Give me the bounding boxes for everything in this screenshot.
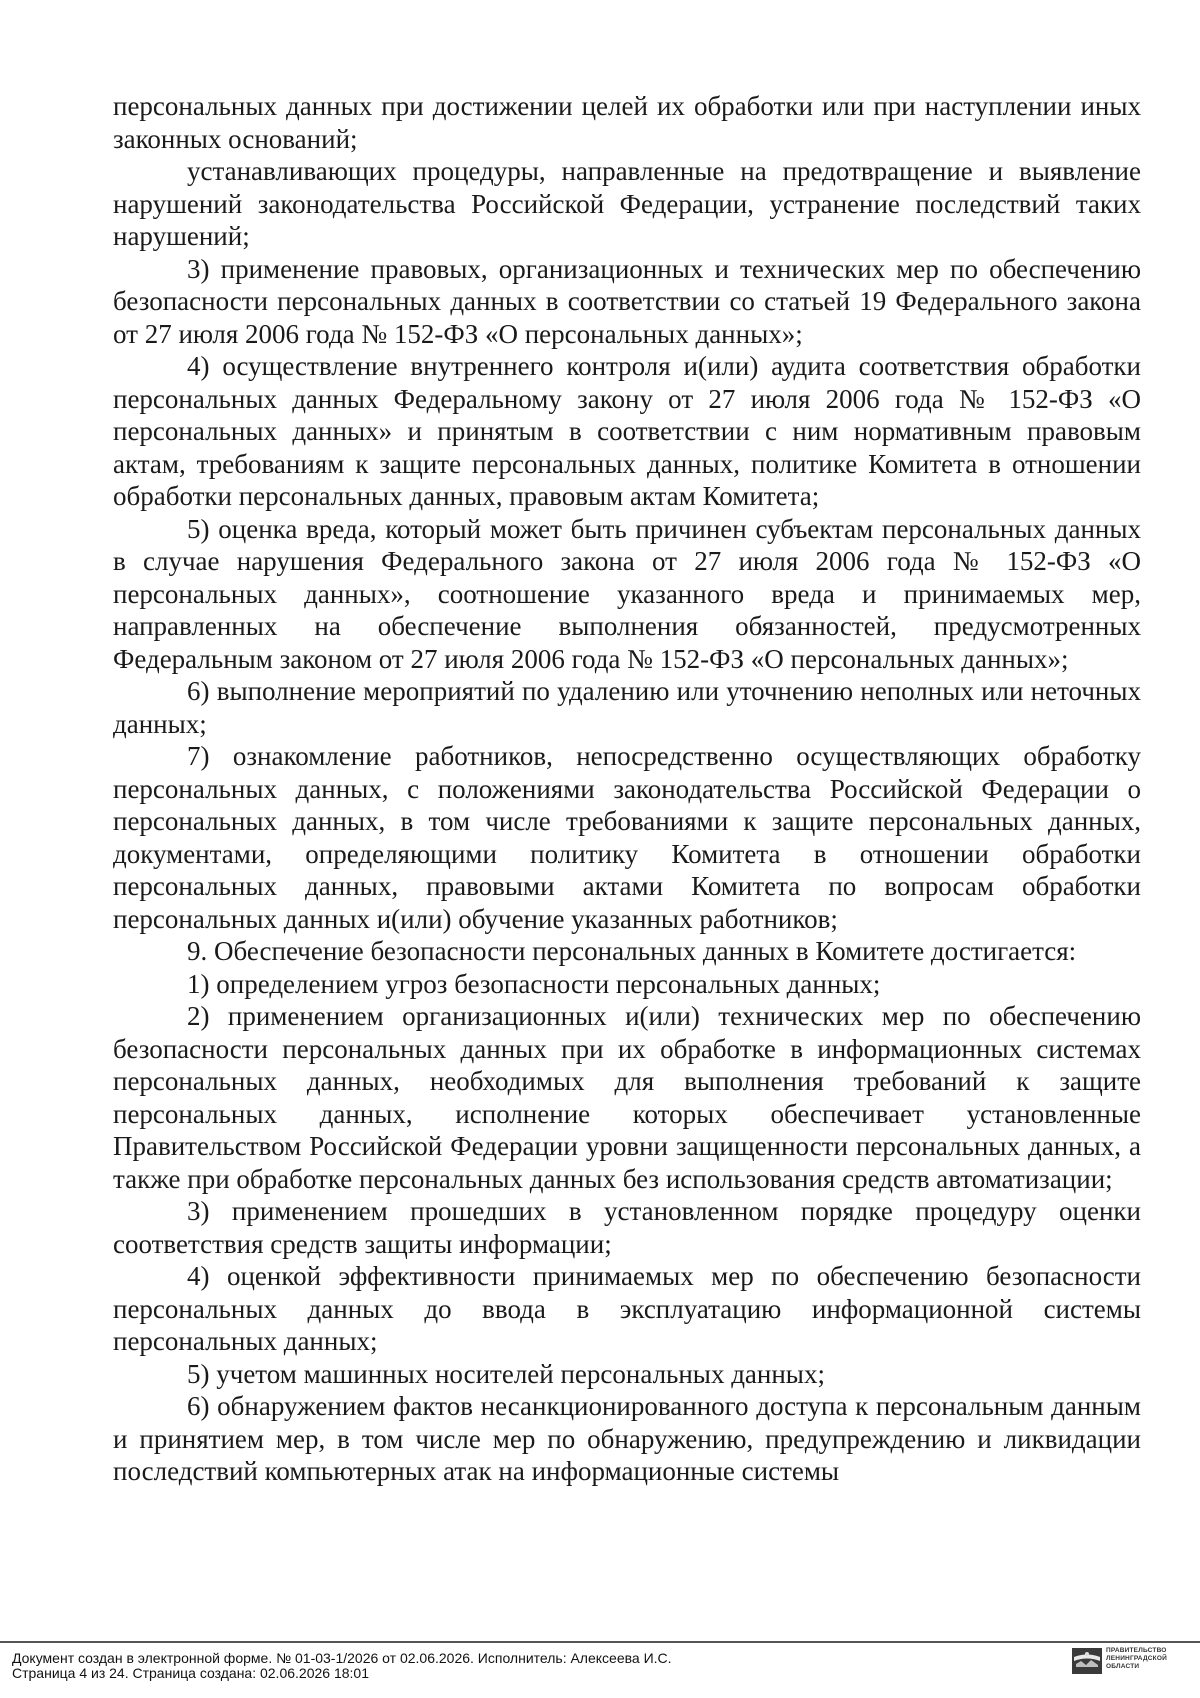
organization-name: ПРАВИТЕЛЬСТВО ЛЕНИНГРАДСКОЙ ОБЛАСТИ <box>1106 1647 1167 1670</box>
paragraph-3: 4) осуществление внутреннего контроля и(или) аудита соответствия обработки персональных данных Федеральному закону от 27 июля 2006 года № 152-ФЗ «О персональных данных» и принятым в соответствии с ним нормативным правовым актам, требованиям к защите персональных данных, политике Комитета в отношении обработки персональных данных, правовым актам Комитета; <box>113 351 1141 511</box>
paragraph-8: 1) определением угроз безопасности персональных данных; <box>187 968 881 999</box>
footer-page-info: Страница 4 из 24. Страница создана: 02.06.2026 18:01 <box>12 1665 369 1681</box>
paragraph-5: 6) выполнение мероприятий по удалению или уточнению неполных или неточных данных; <box>113 676 1141 739</box>
coat-of-arms-icon <box>1072 1648 1102 1674</box>
paragraph-1: устанавливающих процедуры, направленные на предотвращение и выявление нарушений законодательства Российской Федерации, устранение последствий таких нарушений; <box>113 156 1141 251</box>
paragraph-10: 3) применением прошедших в установленном порядке процедуру оценки соответствия средств защиты информации; <box>113 1196 1141 1259</box>
paragraph-12: 5) учетом машинных носителей персональных данных; <box>187 1358 825 1389</box>
footer-divider <box>0 1641 1200 1643</box>
document-body <box>113 90 1141 1488</box>
paragraph-13: 6) обнаружением фактов несанкционированного доступа к персональным данным и принятием мер, в том числе мер по обнаружению, предупреждению и ликвидации последствий компьютерных атак на информационные системы <box>113 1391 1141 1486</box>
organization-logo <box>1072 1646 1192 1686</box>
paragraph-2: 3) применение правовых, организационных и технических мер по обеспечению безопасности персональных данных в соответствии со статьей 19 Федерального закона от 27 июля 2006 года № 152-ФЗ «О персональных данных»; <box>113 253 1141 349</box>
paragraph-6: 7) ознакомление работников, непосредственно осуществляющих обработку персональных данных, с положениями законодательства Российской Федерации о персональных данных, в том числе требованиями к защите персональных данных, документами, определяющими политику Комитета в отношении обработки персональных данных, правовыми актами Комитета по вопросам обработки персональных данных и(или) обучение указанных работников; <box>113 741 1141 934</box>
paragraph-11: 4) оценкой эффективности принимаемых мер по обеспечению безопасности персональных данных до ввода в эксплуатацию информационной системы персональных данных; <box>113 1261 1141 1356</box>
paragraph-9: 2) применением организационных и(или) технических мер по обеспечению безопасности персональных данных при их обработке в информационных системах персональных данных, необходимых для выполнения требований к защите персональных данных, исполнение которых обеспечивает установленные Правительством Российской Федерации уровни защищенности персональных данных, а также при обработке персональных данных без использования средств автоматизации; <box>113 1001 1141 1194</box>
paragraph-4: 5) оценка вреда, который может быть причинен субъектам персональных данных в случае нарушения Федерального закона от 27 июля 2006 года № 152-ФЗ «О персональных данных», соотношение указанного вреда и принимаемых мер, направленных на обеспечение выполнения обязанностей, предусмотренных Федеральным законом от 27 июля 2006 года № 152-ФЗ «О персональных данных»; <box>113 513 1141 674</box>
paragraph-0: персональных данных при достижении целей их обработки или при наступлении иных законных оснований; <box>113 91 1141 154</box>
footer-info <box>12 1651 672 1681</box>
paragraph-7: 9. Обеспечение безопасности персональных данных в Комитете достигается: <box>187 936 1077 966</box>
footer-document-info: Документ создан в электронной форме. № 01-03-1/2026 от 02.06.2026. Исполнитель: Алексеева И.С. <box>12 1650 672 1666</box>
